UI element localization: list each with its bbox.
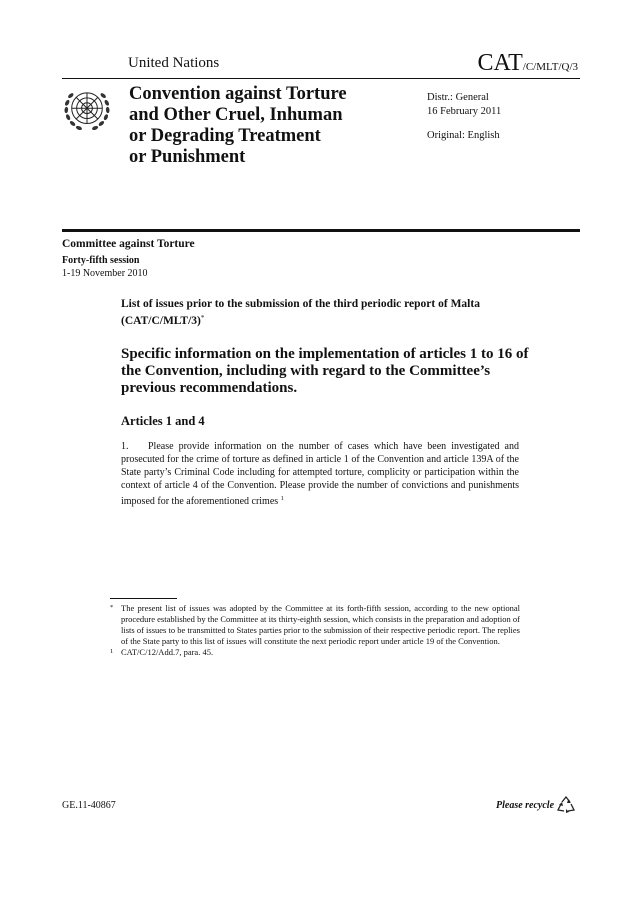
footnote-marker: * (110, 604, 114, 611)
footnote-separator (110, 598, 177, 599)
footnote-text: CAT/C/12/Add.7, para. 45. (121, 647, 214, 657)
convention-title (129, 84, 414, 168)
list-title-footnote-marker: * (200, 314, 205, 322)
session-name: Forty-fifth session (62, 255, 140, 266)
paragraph-number: 1. (121, 441, 129, 452)
distr-label: Distr.: General (427, 92, 489, 103)
footnotes (110, 603, 520, 658)
title-line: and Other Cruel, Inhuman (129, 105, 343, 125)
footnote-text: The present list of issues was adopted by the Committee at its forth-fifth session, according to the new optional procedure established by the Committee at its thirty-eighth session, which consists in the preparation and adoption of lists of issues to be transmitted to States parties prior to the submission of their respective periodic report. The replies of the State party to this list of issues will constitute the next periodic report under article 19 of the Convention. (121, 603, 520, 646)
recycle-icon (556, 796, 576, 814)
footnote (110, 603, 520, 647)
paragraph-1 (121, 440, 519, 508)
list-title-text: List of issues prior to the submission of the third periodic report of Malta (CAT/C/MLT/3) (121, 298, 480, 327)
title-rule (62, 229, 580, 232)
title-line: or Punishment (129, 147, 246, 167)
paragraph-text: Please provide information on the number of cases which have been investigated and prosecuted for the crime of torture as defined in article 1 of the Convention and article 139A of the State party’s Criminal Code including for attempted torture, complicity or participation within the context of article 4 of the Convention. Please provide the number of convictions and punishments imposed for the aforementioned crimes (121, 441, 519, 507)
recycle-text: Please recycle (496, 799, 555, 811)
un-emblem-icon (60, 83, 114, 137)
symbol-sub: /C/MLT/Q/3 (522, 61, 578, 73)
document-symbol (477, 50, 578, 77)
footnote-reference: 1 (280, 495, 284, 502)
list-of-issues-title (121, 297, 521, 328)
title-line: or Degrading Treatment (129, 126, 321, 146)
title-line: Convention against Torture (129, 84, 347, 104)
original-language: Original: English (427, 130, 500, 141)
session-dates: 1-19 November 2010 (62, 268, 148, 279)
committee-name: Committee against Torture (62, 238, 195, 250)
articles-heading: Articles 1 and 4 (121, 414, 205, 428)
specific-information-heading: Specific information on the implementation of articles 1 to 16 of the Convention, including with regard to the Committee’s previous recommendations. (121, 346, 529, 396)
distr-date: 16 February 2011 (427, 105, 502, 117)
footnote (110, 647, 520, 658)
job-number: GE.11-40867 (62, 800, 116, 811)
symbol-main: CAT (477, 50, 523, 76)
footnote-marker: 1 (110, 648, 114, 655)
header-rule (62, 78, 580, 79)
distribution-block (427, 91, 501, 118)
organization-label: United Nations (128, 55, 220, 71)
recycle-notice (496, 796, 576, 814)
